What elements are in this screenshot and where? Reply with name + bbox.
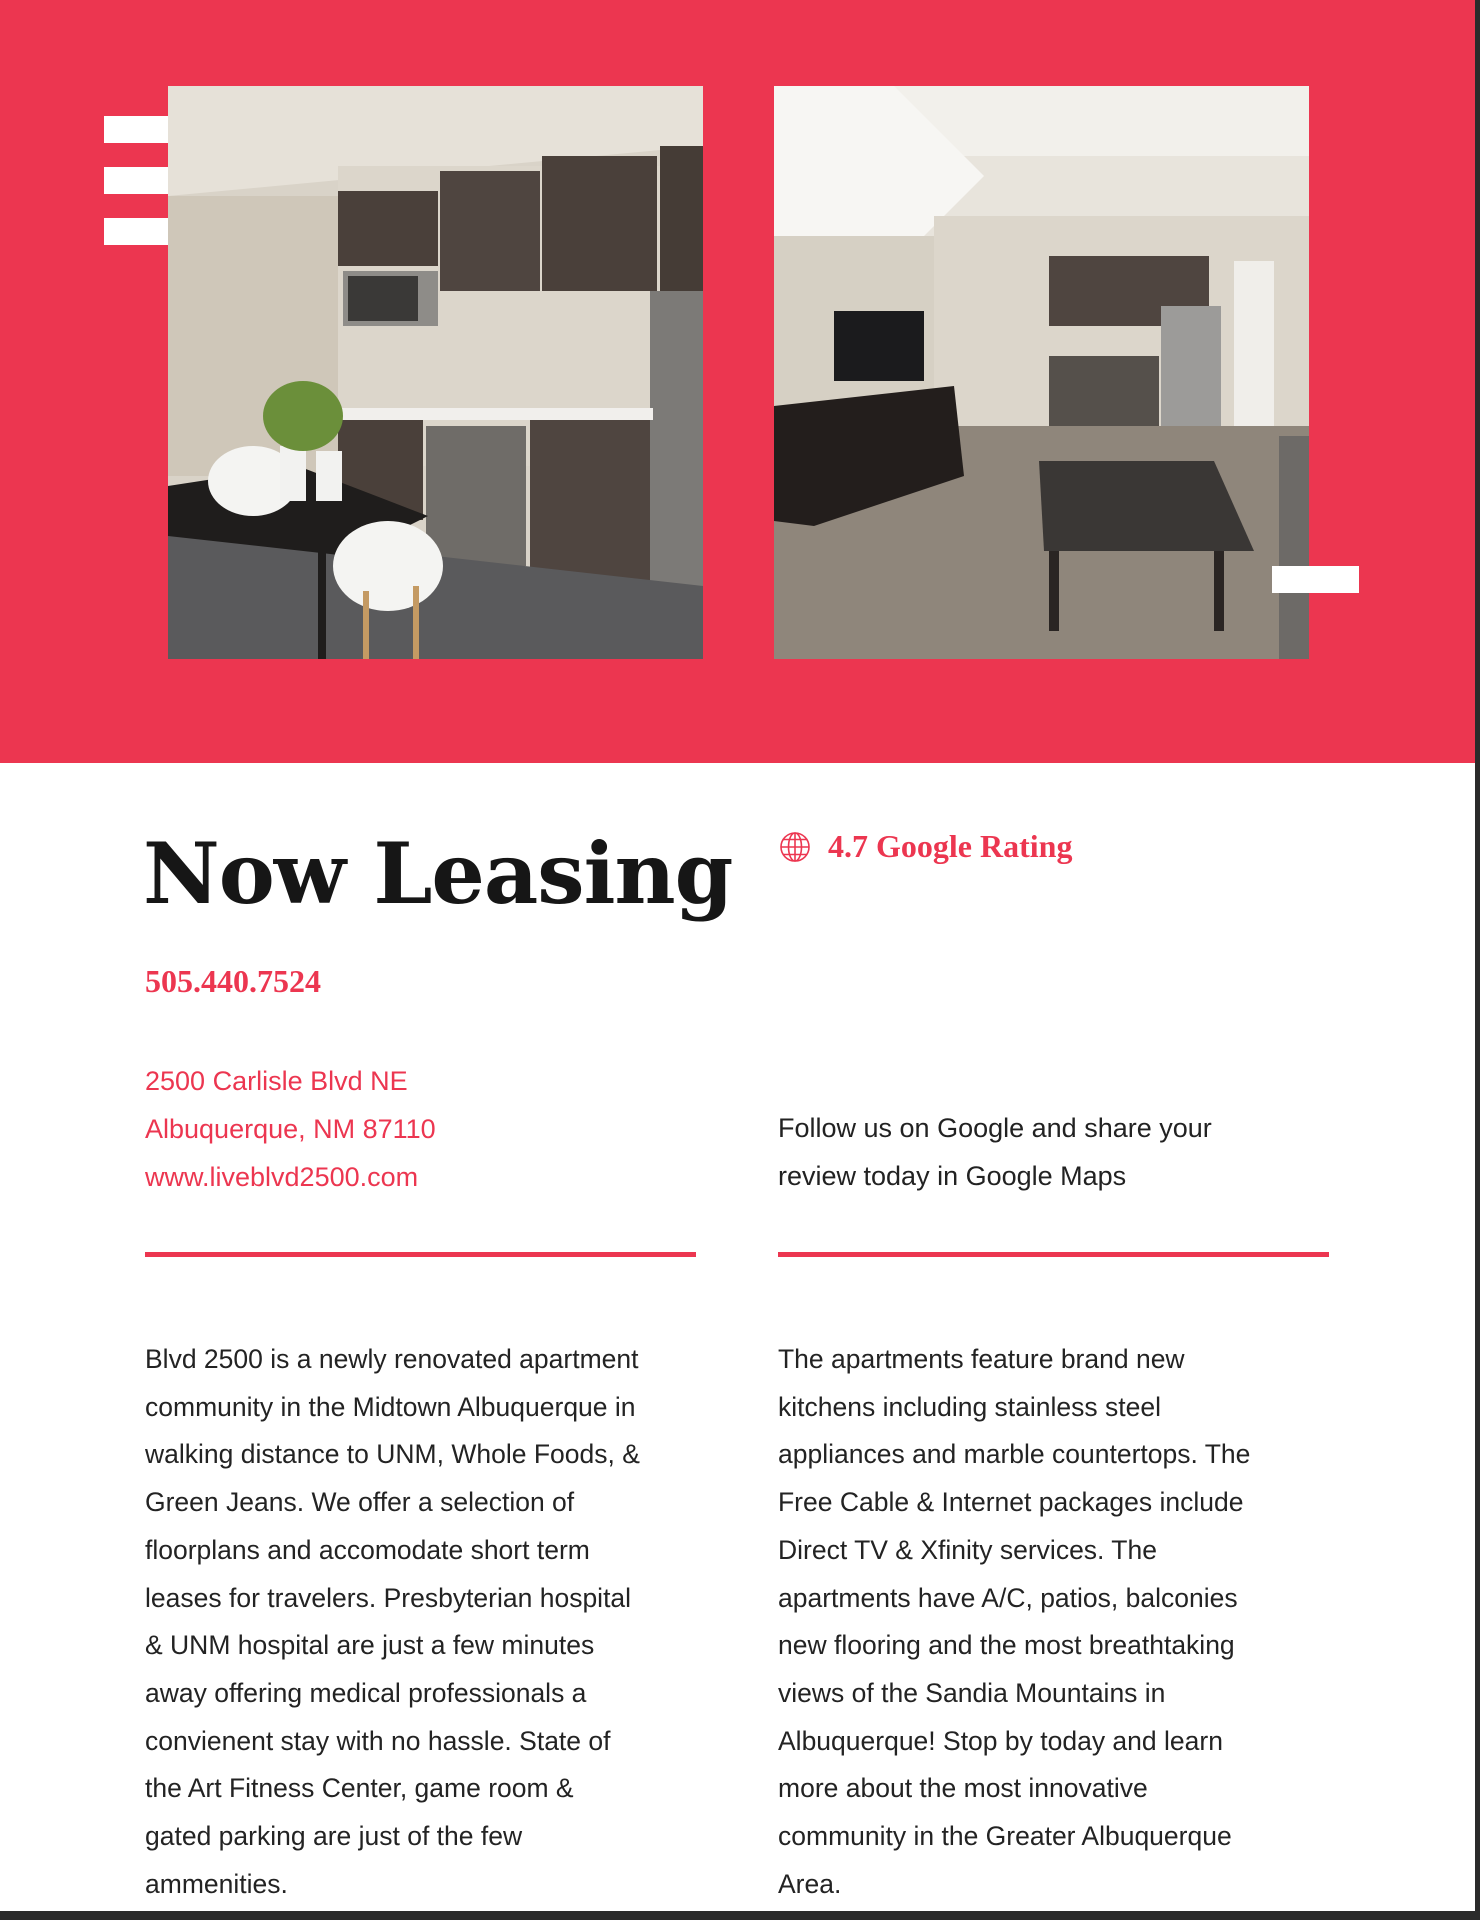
follow-note	[778, 1104, 1212, 1200]
paragraph-line: Albuquerque! Stop by today and learn	[778, 1725, 1223, 1756]
paragraph-line: walking distance to UNM, Whole Foods, &	[145, 1439, 640, 1470]
paragraph-line: the Art Fitness Center, game room &	[145, 1773, 574, 1804]
hero-banner	[0, 0, 1475, 763]
rating-text: 4.7 Google Rating	[828, 828, 1073, 864]
kitchen-photo	[168, 86, 703, 659]
page-title: Now Leasing	[143, 824, 733, 923]
divider-right	[778, 1252, 1329, 1257]
description-left	[145, 1336, 705, 1908]
paragraph-line: views of the Sandia Mountains in	[778, 1677, 1166, 1708]
address-block	[145, 1057, 436, 1201]
phone-number[interactable]: 505.440.7524	[145, 963, 321, 999]
paragraph-line: away offering medical professionals a	[145, 1677, 587, 1708]
paragraph-line: The apartments feature brand new	[778, 1344, 1185, 1374]
paragraph-line: convienent stay with no hassle. State of	[145, 1725, 611, 1756]
paragraph-line: community in the Greater Albuquerque	[778, 1821, 1232, 1852]
follow-line: review today in Google Maps	[778, 1161, 1127, 1191]
paragraph-line: Blvd 2500 is a newly renovated apartment	[145, 1344, 639, 1374]
website-link[interactable]: www.liveblvd2500.com	[145, 1162, 419, 1192]
paragraph-line: & UNM hospital are just a few minutes	[145, 1630, 595, 1661]
paragraph-line: new flooring and the most breathtaking	[778, 1630, 1235, 1661]
accent-bar-icon	[1272, 566, 1359, 593]
paragraph-line: appliances and marble countertops. The	[778, 1439, 1251, 1470]
paragraph-line: ammenities.	[145, 1868, 288, 1899]
paragraph-line: apartments have A/C, patios, balconies	[778, 1582, 1238, 1613]
paragraph-line: community in the Midtown Albuquerque in	[145, 1391, 636, 1422]
google-rating[interactable]	[778, 828, 1072, 865]
description-right	[778, 1336, 1338, 1908]
divider-left	[145, 1252, 696, 1257]
paragraph-line: Area.	[778, 1868, 842, 1899]
paragraph-line: kitchens including stainless steel	[778, 1391, 1161, 1422]
paragraph-line: more about the most innovative	[778, 1773, 1148, 1804]
paragraph-line: leases for travelers. Presbyterian hospital	[145, 1582, 632, 1613]
paragraph-line: Free Cable & Internet packages include	[778, 1487, 1244, 1518]
living-room-photo	[774, 86, 1309, 659]
paragraph-line: Green Jeans. We offer a selection of	[145, 1487, 575, 1518]
paragraph-line: floorplans and accomodate short term	[145, 1534, 590, 1565]
city-state-zip: Albuquerque, NM 87110	[145, 1114, 436, 1144]
globe-icon	[778, 830, 812, 864]
street-address: 2500 Carlisle Blvd NE	[145, 1066, 408, 1096]
paragraph-line: Direct TV & Xfinity services. The	[778, 1534, 1157, 1565]
follow-line: Follow us on Google and share your	[778, 1113, 1212, 1143]
paragraph-line: gated parking are just of the few	[145, 1821, 523, 1852]
